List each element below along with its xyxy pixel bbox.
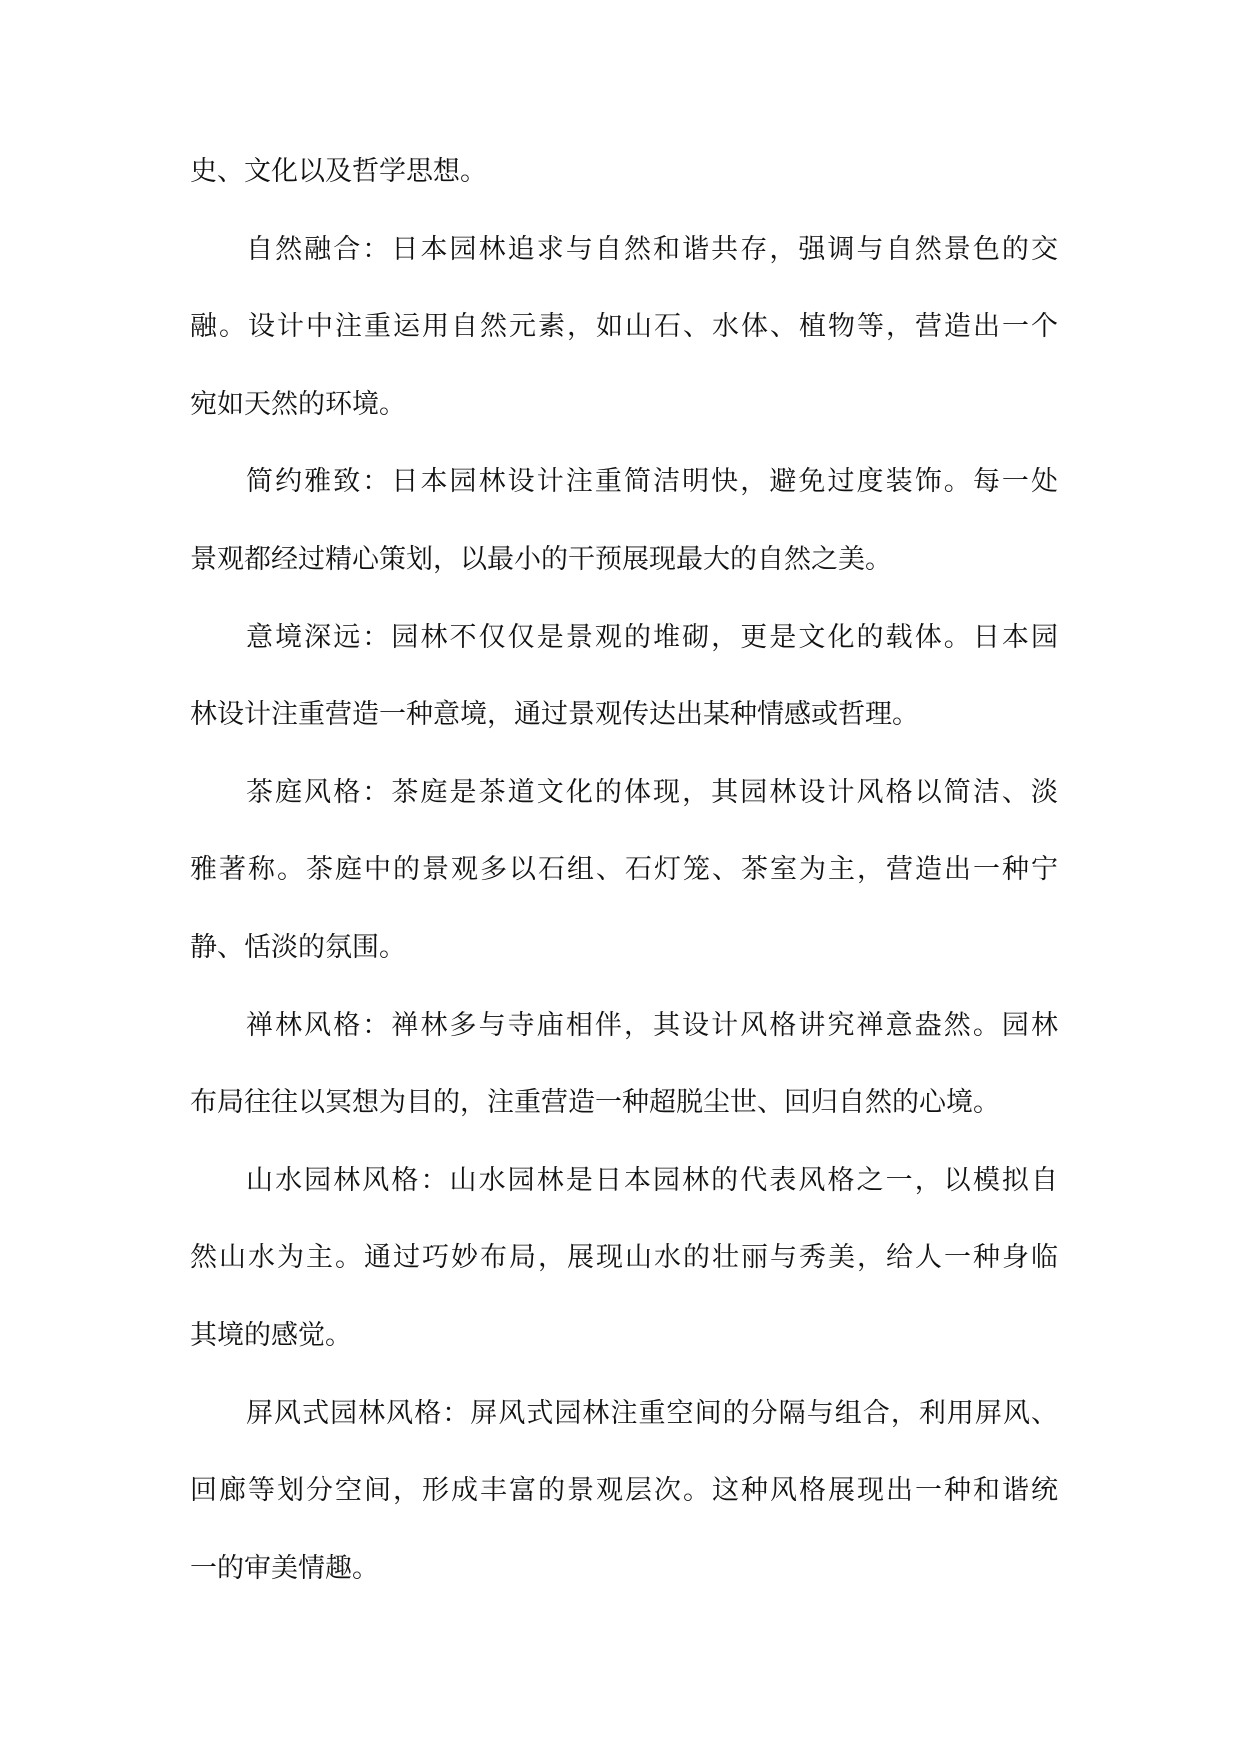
text-line: 融。设计中注重运用自然元素，如山石、水体、植物等，营造出一个 [190, 311, 1058, 343]
text-line: 雅著称。茶庭中的景观多以石组、石灯笼、茶室为主，营造出一种宁 [190, 854, 1058, 886]
paragraph-zen-garden-style [190, 994, 1058, 1149]
text-line: 禅林风格：禅林多与寺庙相伴，其设计风格讲究禅意盎然。园林 [246, 1009, 1058, 1041]
paragraph-screen-garden-style [190, 1382, 1058, 1615]
document-body [190, 140, 1058, 1614]
paragraph-tea-garden-style [190, 761, 1058, 994]
text-line: 简约雅致：日本园林设计注重简洁明快，避免过度装饰。每一处 [246, 466, 1058, 498]
text-line: 布局往往以冥想为目的，注重营造一种超脱尘世、回归自然的心境。 [190, 1087, 1000, 1119]
paragraph-intro-end [190, 140, 1058, 218]
text-line: 回廊等划分空间，形成丰富的景观层次。这种风格展现出一种和谐统 [190, 1475, 1058, 1507]
text-line: 景观都经过精心策划，以最小的干预展现最大的自然之美。 [190, 543, 892, 575]
text-line: 宛如天然的环境。 [190, 388, 406, 420]
paragraph-profound-artistic-conception [190, 606, 1058, 761]
text-line: 意境深远：园林不仅仅是景观的堆砌，更是文化的载体。日本园 [246, 621, 1058, 653]
text-line: 自然融合：日本园林追求与自然和谐共存，强调与自然景色的交 [246, 233, 1058, 265]
text-line: 林设计注重营造一种意境，通过景观传达出某种情感或哲理。 [190, 699, 919, 731]
text-line: 山水园林风格：山水园林是日本园林的代表风格之一，以模拟自 [246, 1164, 1058, 1196]
text-line: 屏风式园林风格：屏风式园林注重空间的分隔与组合，利用屏风、 [246, 1397, 1058, 1429]
text-line: 史、文化以及哲学思想。 [190, 156, 487, 187]
text-line: 一的审美情趣。 [190, 1552, 379, 1584]
paragraph-natural-fusion [190, 218, 1058, 451]
paragraph-landscape-garden-style [190, 1149, 1058, 1382]
paragraph-simple-elegant [190, 450, 1058, 605]
text-line: 然山水为主。通过巧妙布局，展现山水的壮丽与秀美，给人一种身临 [190, 1242, 1058, 1274]
text-line: 茶庭风格：茶庭是茶道文化的体现，其园林设计风格以简洁、淡 [246, 776, 1058, 808]
text-line: 静、恬淡的氛围。 [190, 931, 406, 963]
text-line: 其境的感觉。 [190, 1319, 352, 1351]
